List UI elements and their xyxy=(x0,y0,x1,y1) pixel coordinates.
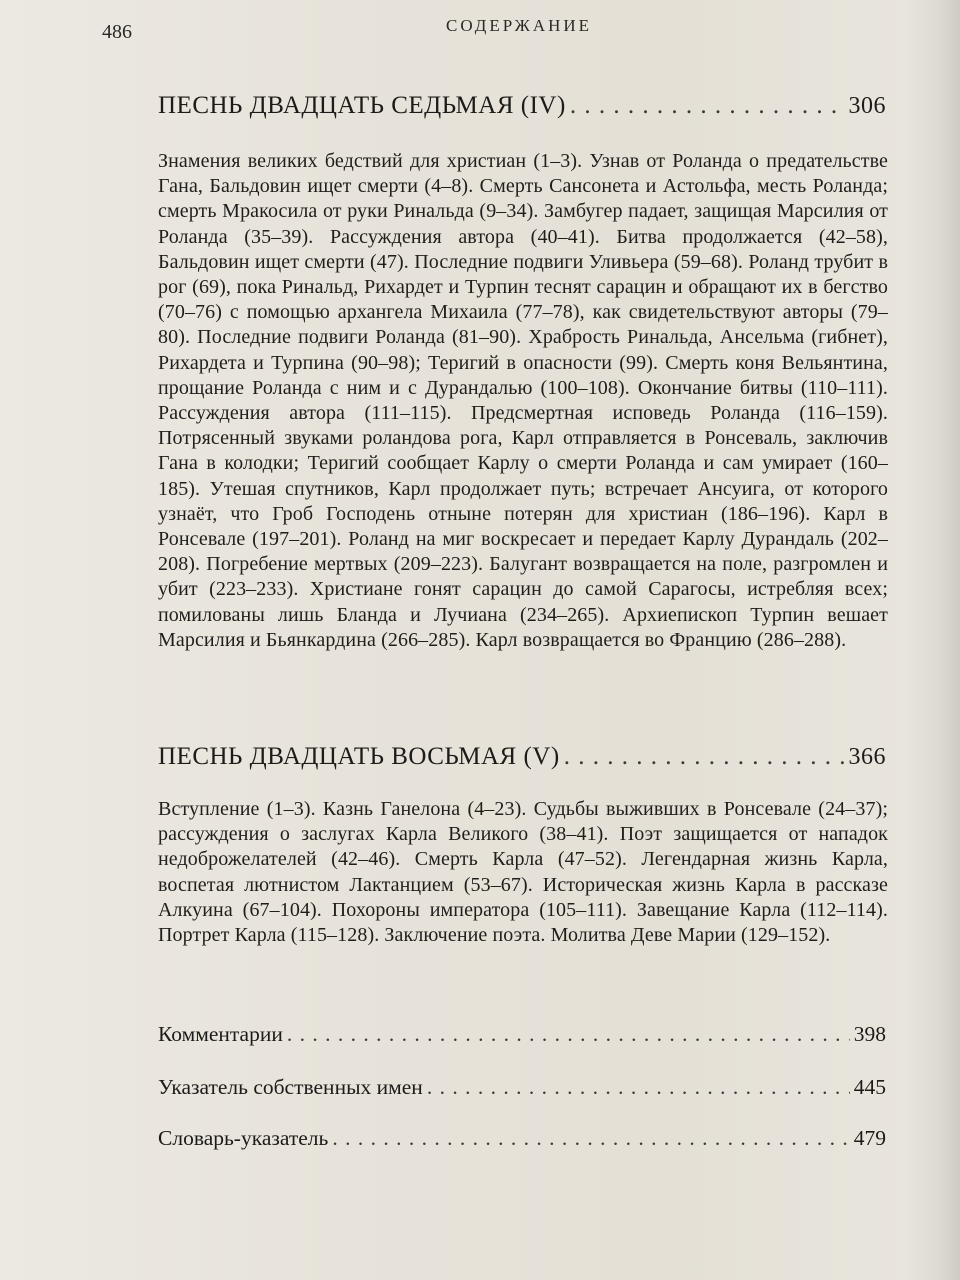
toc-entry-canto-28[interactable] xyxy=(158,743,886,771)
canto-title: ПЕСНЬ ДВАДЦАТЬ ВОСЬМАЯ (V) xyxy=(158,743,560,770)
dot-leader xyxy=(287,1022,850,1047)
canto-page-number: 366 xyxy=(848,744,886,770)
appendix-title: Словарь-указатель xyxy=(158,1126,329,1150)
page-number: 486 xyxy=(102,21,132,43)
toc-entry-name-index[interactable] xyxy=(158,1075,886,1100)
appendix-page-number: 479 xyxy=(853,1126,886,1150)
canto-summary: Вступление (1–3). Казнь Ганелона (4–23). Судьбы выживших в Ронсевале (24–37); рассуждения о заслугах Карла Великого (38–41). Поэт защищается от нападок недоброжелателей (42–46). Смерть Карла (47–52). Легендарная жизнь Карла, воспетая лютнистом Лактанцием (53–67). Историческая жизнь Карла в рассказе Алкуина (67–104). Похороны императора (105–111). Завещание Карла (112–114). Портрет Карла (115–128). Заключение поэта. Молитва Деве Марии (129–152). xyxy=(158,798,888,947)
dot-leader xyxy=(427,1075,850,1100)
appendix-page-number: 445 xyxy=(853,1075,886,1099)
toc-entry-glossary-index[interactable] xyxy=(158,1126,886,1151)
appendix-page-number: 398 xyxy=(853,1022,886,1046)
dot-leader xyxy=(332,1126,849,1151)
appendix-title: Комментарии xyxy=(158,1022,283,1046)
canto-page-number: 306 xyxy=(848,93,886,119)
appendix-title: Указатель собственных имен xyxy=(158,1075,423,1099)
toc-entry-canto-27[interactable] xyxy=(158,92,886,120)
page-edge-shadow xyxy=(906,0,960,1280)
toc-entry-commentaries[interactable] xyxy=(158,1022,886,1047)
canto-title: ПЕСНЬ ДВАДЦАТЬ СЕДЬМАЯ (IV) xyxy=(158,92,566,119)
running-head xyxy=(100,14,960,54)
running-title: СОДЕРЖАНИЕ xyxy=(446,16,593,35)
dot-leader xyxy=(570,92,845,120)
dot-leader xyxy=(564,743,845,771)
canto-summary: Знамения великих бедствий для христиан (1–3). Узнав от Роланда о предательстве Гана, Бальдовин ищет смерти (4–8). Смерть Сансонета и Астольфа, месть Роланда; смерть Мракосила от руки Ринальда (9–34). Замбугер падает, защищая Марсилия от Роланда (35–39). Рассуждения автора (40–41). Битва продолжается (42–58), Бальдовин ищет смерти (47). Последние подвиги Уливьера (59–68). Роланд трубит в рог (69), пока Ринальд, Рихардет и Турпин теснят сарацин и обращают их в бегство (70–76) с помощью архангела Михаила (77–78), как свидетельствуют авторы (79–80). Последние подвиги Роланда (81–90). Храбрость Ринальда, Ансельма (гибнет), Рихардета и Турпина (90–98); Теригий в опасности (99). Смерть коня Вельянтина, прощание Роланда с ним и с Дурандалью (100–108). Окончание битвы (110–111). Рассуждения автора (111–115). Предсмертная исповедь Роланда (116–159). Потрясенный звуками роландова рога, Карл отправляется в Ронсеваль, заключив Гана в колодки; Теригий сообщает Карлу о смерти Роланда и сам умирает (160–185). Утешая спутников, Карл продолжает путь; встречает Ансуига, от которого узнаёт, что Гроб Господень отныне потерян для христиан (186–196). Карл в Ронсевале (197–201). Роланд на миг воскресает и передает Карлу Дурандаль (202–208). Погребение мертвых (209–223). Балугант возвращается на поле, разгромлен и убит (223–233). Христиане гонят сарацин до самой Сарагосы, истребляя всех; помилованы лишь Бланда и Лучиана (234–265). Архиепископ Турпин вешает Марсилия и Бьянкардина (266–285). Карл возвращается во Францию (286–288). xyxy=(158,150,888,651)
